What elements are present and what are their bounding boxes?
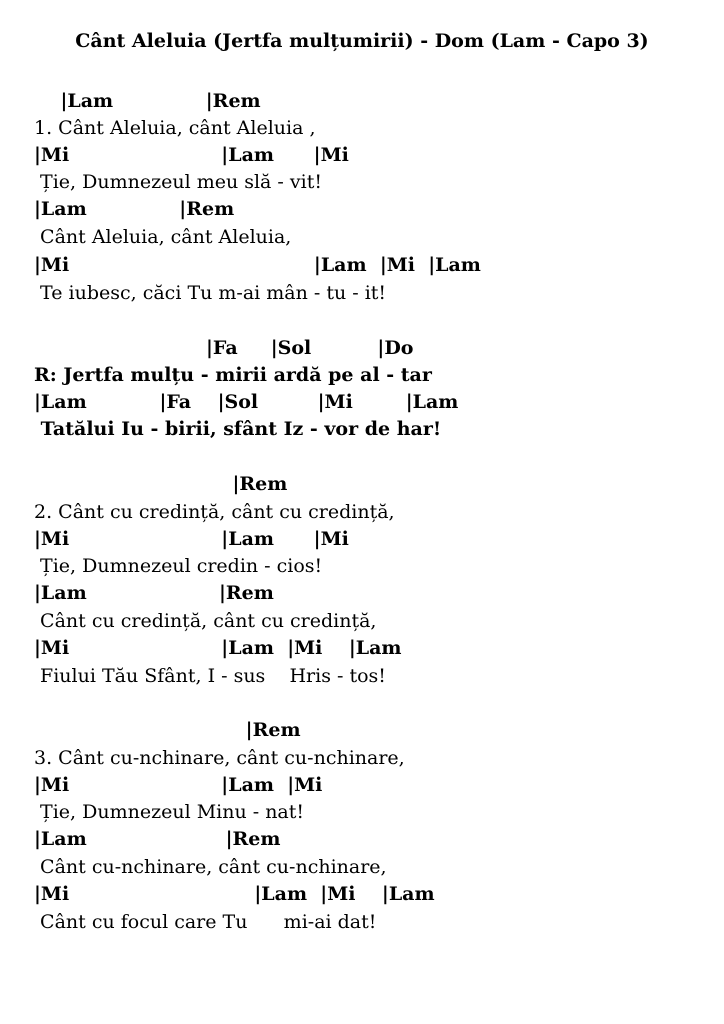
song-title: Cânt Aleluia (Jertfa mulțumirii) - Dom (Lam - Capo 3) bbox=[75, 30, 649, 52]
chord-line: |Mi |Lam |Mi bbox=[34, 774, 323, 796]
chord-line: |Fa |Sol |Do bbox=[34, 337, 414, 359]
lyric-line: Cânt cu-nchinare, cânt cu-nchinare, bbox=[34, 856, 387, 878]
lyric-line: Ție, Dumnezeul Minu - nat! bbox=[34, 801, 305, 823]
lyric-line: Cânt cu credință, cânt cu credință, bbox=[34, 610, 377, 632]
lyric-line: Cânt cu focul care Tu mi-ai dat! bbox=[34, 911, 377, 933]
lyric-line: Cânt Aleluia, cânt Aleluia, bbox=[34, 226, 292, 248]
chord-line: |Mi |Lam |Mi |Lam bbox=[34, 637, 402, 659]
chord-line: |Mi |Lam |Mi |Lam bbox=[34, 883, 435, 905]
chord-line: |Lam |Rem bbox=[34, 198, 235, 220]
lyric-line: Te iubesc, căci Tu m-ai mân - tu - it! bbox=[34, 282, 387, 304]
lyric-line: Fiului Tău Sfânt, I - sus Hris - tos! bbox=[34, 665, 386, 687]
refrain-line: Tatălui Iu - birii, sfânt Iz - vor de har! bbox=[34, 418, 442, 440]
chord-line: |Rem bbox=[34, 473, 288, 495]
lyric-line: 1. Cânt Aleluia, cânt Aleluia , bbox=[34, 117, 316, 139]
chord-line: |Lam |Rem bbox=[34, 582, 274, 604]
chord-line: |Lam |Rem bbox=[34, 828, 281, 850]
lyric-line: 3. Cânt cu-nchinare, cânt cu-nchinare, bbox=[34, 747, 405, 769]
chord-line: |Lam |Fa |Sol |Mi |Lam bbox=[34, 391, 459, 413]
lyric-line: Ție, Dumnezeul meu slă - vit! bbox=[34, 171, 322, 193]
chord-line: |Mi |Lam |Mi bbox=[34, 528, 349, 550]
chord-line: |Rem bbox=[34, 719, 301, 741]
chord-line: |Lam |Rem bbox=[34, 90, 261, 112]
lyric-line: Ție, Dumnezeul credin - cios! bbox=[34, 555, 323, 577]
chord-line: |Mi |Lam |Mi |Lam bbox=[34, 254, 481, 276]
lyric-line: 2. Cânt cu credință, cânt cu credință, bbox=[34, 501, 395, 523]
refrain-line: R: Jertfa mulțu - mirii ardă pe al - tar bbox=[34, 364, 432, 386]
chord-line: |Mi |Lam |Mi bbox=[34, 144, 349, 166]
